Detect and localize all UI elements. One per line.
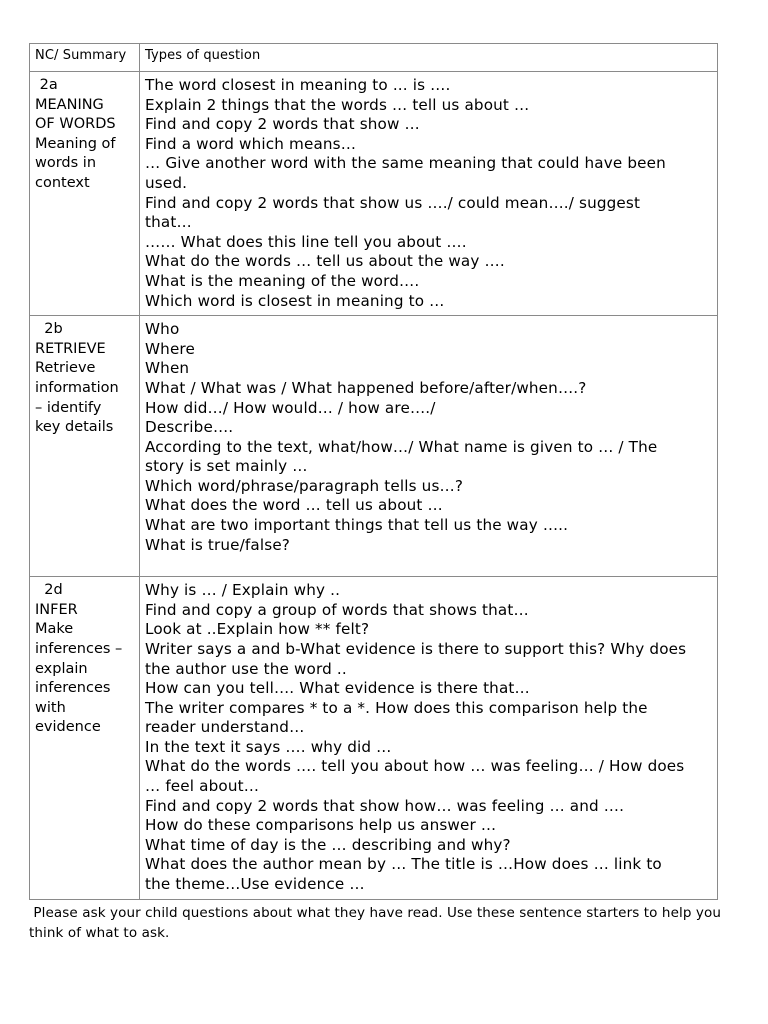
- category-label-line: MEANING: [35, 96, 104, 113]
- question-line: the author use the word ..: [145, 659, 347, 678]
- question-line: the theme…Use evidence …: [145, 875, 365, 894]
- category-label-line: INFER: [35, 601, 78, 618]
- question-line: What does the word … tell us about …: [145, 496, 443, 515]
- question-line: Writer says a and b-What evidence is there to support this? Why does: [145, 639, 687, 658]
- question-line: Find and copy 2 words that show us …./ could mean…./ suggest: [145, 193, 641, 212]
- category-label-line: with: [35, 699, 66, 716]
- question-line: The writer compares * to a *. How does this comparison help the: [145, 698, 648, 717]
- category-label-line: 2a: [35, 77, 58, 93]
- category-label-line: 2b: [35, 321, 63, 338]
- category-label-line: – identify: [35, 399, 102, 416]
- question-line: The word closest in meaning to ... is ….: [145, 76, 451, 94]
- question-line: Where: [145, 339, 195, 358]
- question-line: Look at ..Explain how ** felt?: [145, 620, 370, 639]
- category-label-line: OF WORDS: [35, 116, 116, 133]
- question-line: What do the words … tell us about the way ….: [145, 252, 505, 271]
- category-label-line: explain: [35, 660, 88, 677]
- question-line: that…: [145, 213, 192, 232]
- category-label-line: evidence: [35, 719, 101, 736]
- category-cell-2b: [30, 316, 140, 577]
- question-line: Find and copy 2 words that show how… was feeling … and ….: [145, 796, 625, 815]
- header-types-of-question: Types of question: [140, 44, 718, 72]
- footer-line: think of what to ask.: [29, 925, 170, 941]
- category-label-line: Make: [35, 621, 74, 638]
- category-cell-2a: [30, 72, 140, 316]
- category-label-line: inferences –: [35, 640, 123, 657]
- category-label-line: context: [35, 174, 90, 191]
- question-line: What are two important things that tell us the way …..: [145, 516, 569, 535]
- category-label-line: Retrieve: [35, 360, 96, 377]
- table-row: [30, 72, 718, 316]
- questions-cell-2d: [140, 577, 718, 900]
- question-line: What does the author mean by … The title is …How does … link to: [145, 855, 662, 874]
- question-line: used.: [145, 173, 188, 192]
- footer-line: Please ask your child questions about what they have read. Use these sentence starters to help you: [29, 905, 721, 921]
- question-line: Explain 2 things that the words … tell us about …: [145, 95, 530, 114]
- question-line: In the text it says …. why did …: [145, 737, 392, 756]
- question-line: How can you tell…. What evidence is there that…: [145, 679, 530, 698]
- category-label-line: 2d: [35, 582, 63, 599]
- category-cell-2d: [30, 577, 140, 900]
- header-nc-summary: NC/ Summary: [30, 44, 140, 72]
- table-header-row: [30, 44, 718, 72]
- question-line: Describe….: [145, 418, 234, 437]
- question-line: Which word is closest in meaning to …: [145, 291, 445, 310]
- question-line: story is set mainly …: [145, 457, 308, 476]
- question-line: …… What does this line tell you about ….: [145, 232, 467, 251]
- category-label-line: words in: [35, 155, 97, 172]
- question-line: What do the words …. tell you about how … was feeling… / How does: [145, 757, 685, 776]
- question-line: Which word/phrase/paragraph tells us…?: [145, 476, 464, 495]
- question-line: What is true/false?: [145, 535, 291, 554]
- question-line: … feel about…: [145, 777, 260, 796]
- question-line: What / What was / What happened before/after/when….?: [145, 378, 587, 397]
- question-line: Find a word which means…: [145, 134, 357, 153]
- category-label-line: information: [35, 379, 119, 396]
- question-line: Why is … / Explain why ..: [145, 581, 341, 600]
- question-line: How did…/ How would… / how are…./: [145, 398, 436, 417]
- table-row: [30, 577, 718, 900]
- question-line: According to the text, what/how…/ What name is given to … / The: [145, 437, 658, 456]
- question-line: Find and copy a group of words that shows that…: [145, 600, 529, 619]
- category-label-line: Meaning of: [35, 135, 116, 152]
- question-line: … Give another word with the same meaning that could have been: [145, 154, 666, 173]
- table-row: [30, 316, 718, 577]
- questions-cell-2b: [140, 316, 718, 577]
- category-label-line: key details: [35, 419, 114, 436]
- question-line: What is the meaning of the word….: [145, 271, 420, 290]
- question-line: Who: [145, 320, 180, 339]
- question-line: What time of day is the … describing and why?: [145, 835, 511, 854]
- question-line: reader understand…: [145, 718, 305, 737]
- questions-cell-2a: [140, 72, 718, 316]
- category-label-line: RETRIEVE: [35, 340, 106, 357]
- category-label-line: inferences: [35, 680, 111, 697]
- question-line: How do these comparisons help us answer …: [145, 816, 497, 835]
- question-line: Find and copy 2 words that show …: [145, 115, 420, 134]
- question-line: When: [145, 359, 190, 378]
- question-types-table: [29, 43, 718, 900]
- footer-note: [29, 903, 741, 943]
